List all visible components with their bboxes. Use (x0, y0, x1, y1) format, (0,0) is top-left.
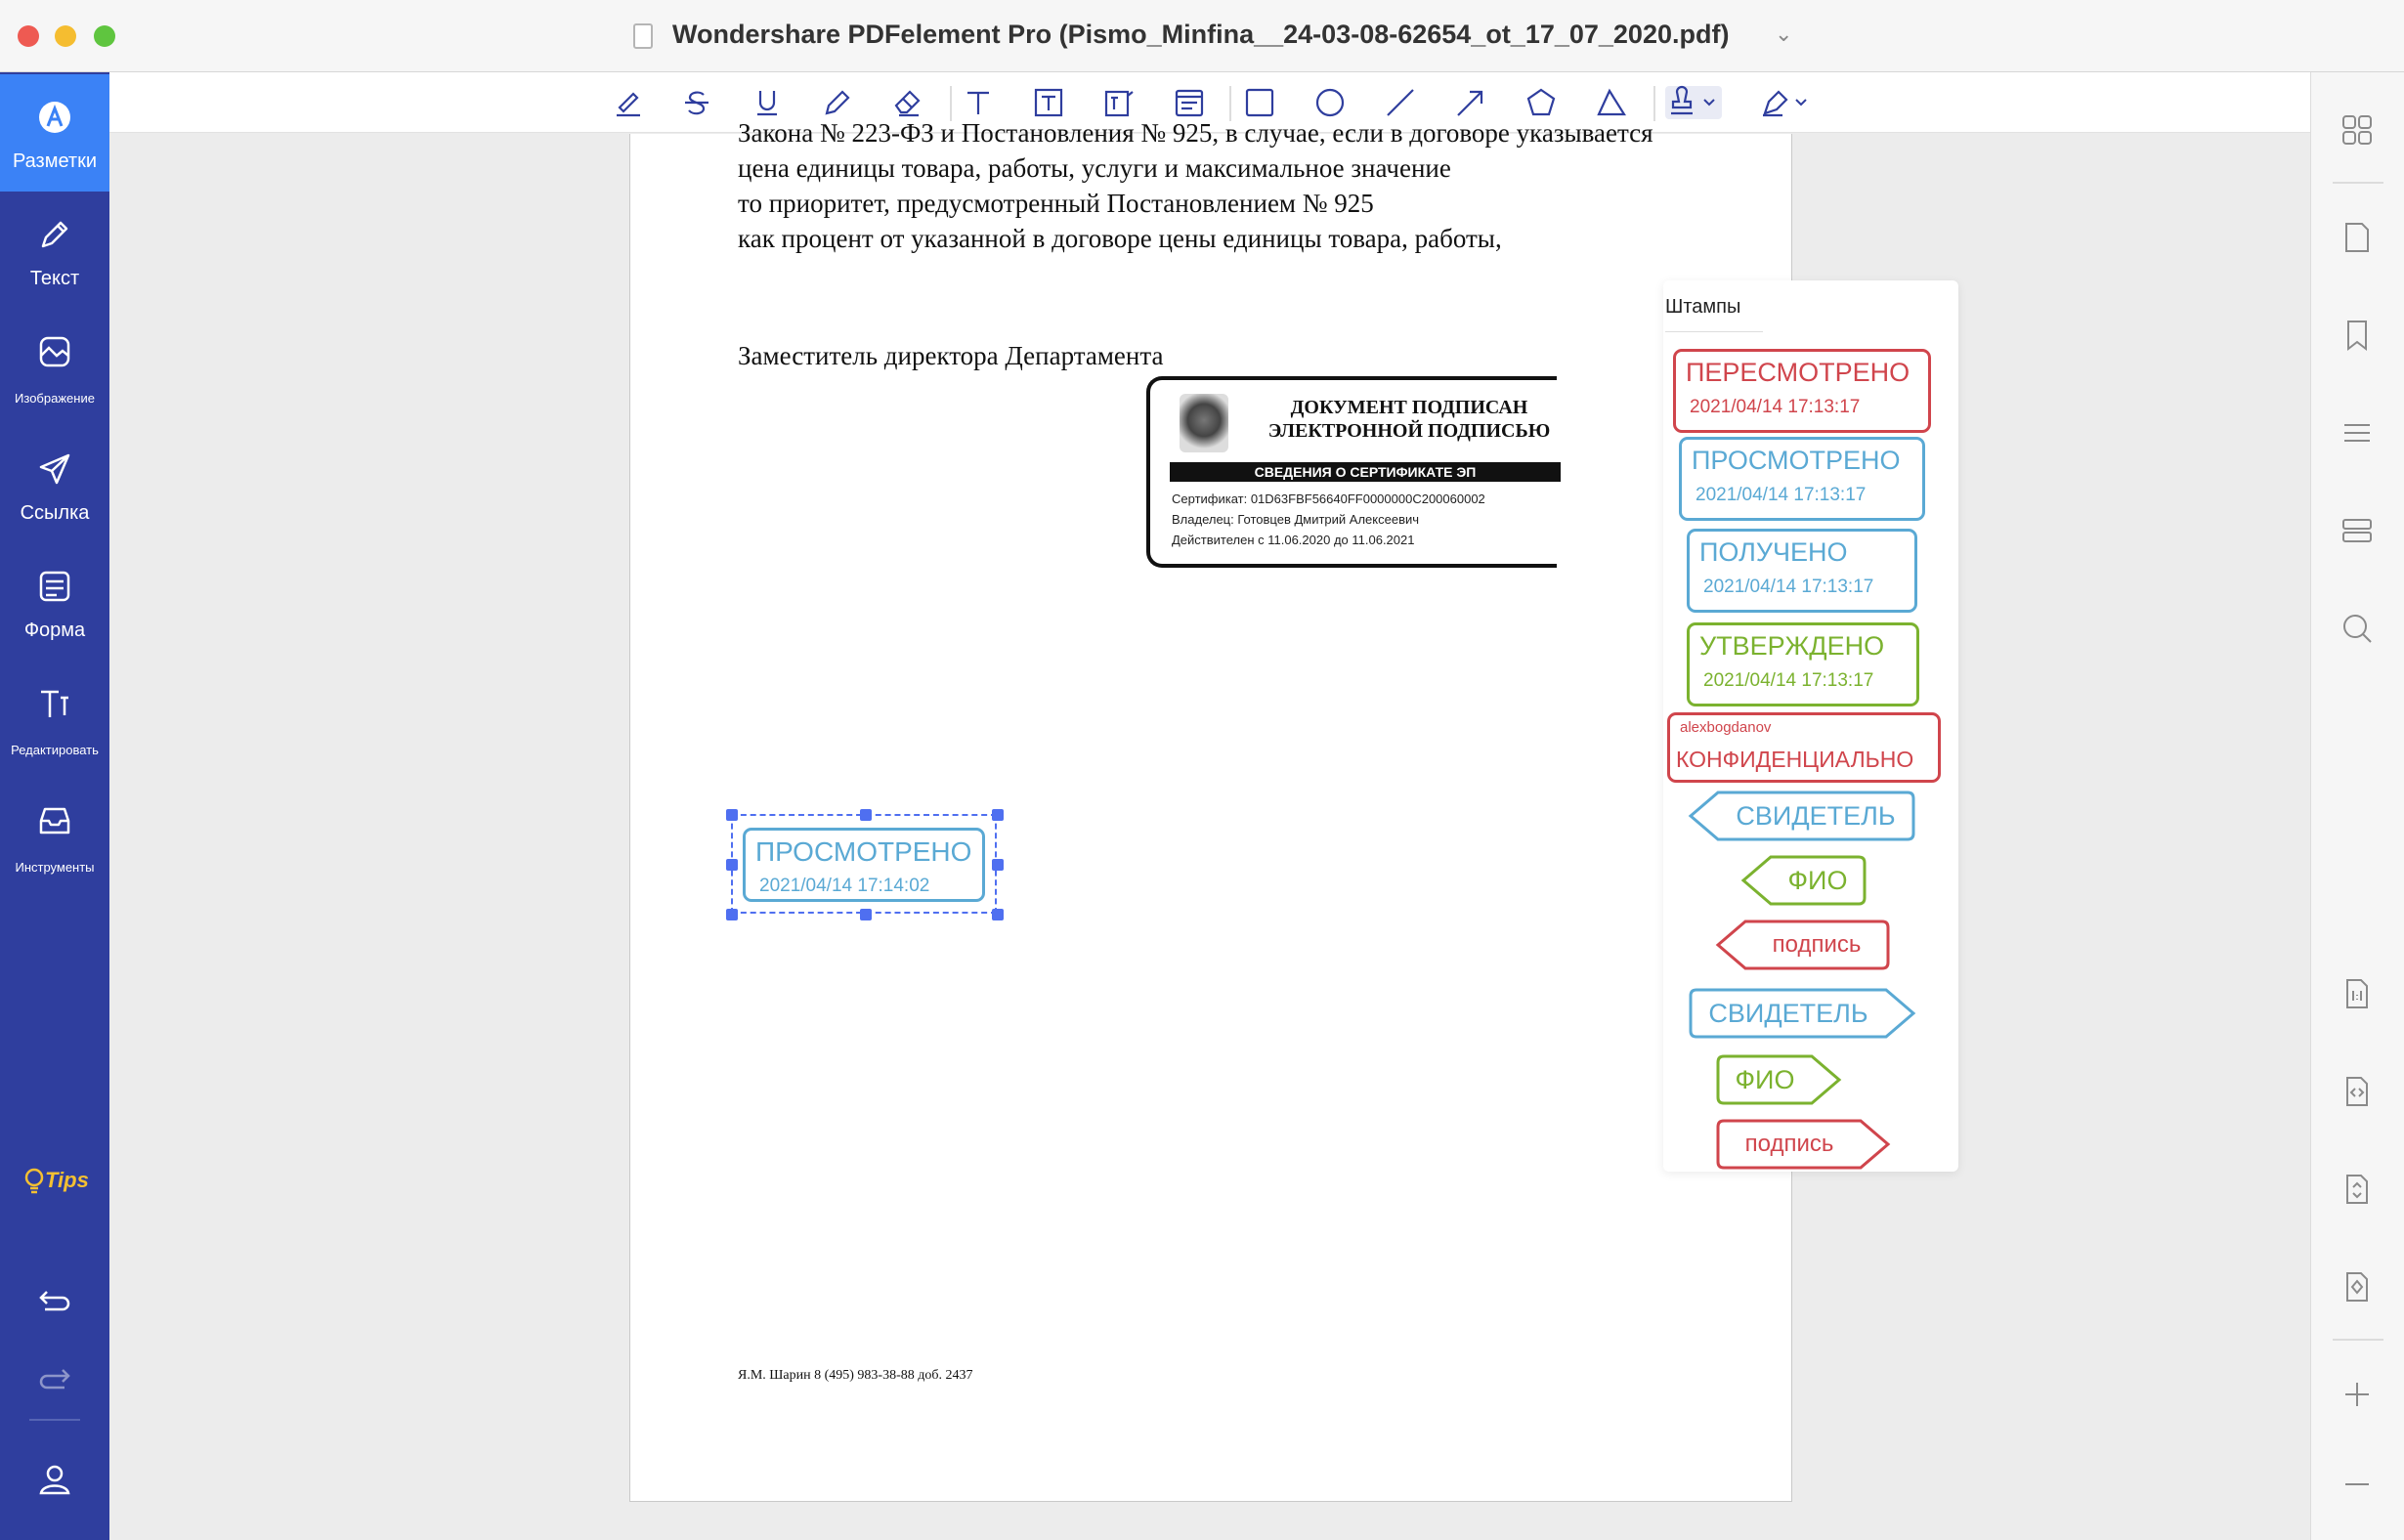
bookmark-icon (2340, 319, 2374, 352)
sidebar-item-label: Инструменты (15, 860, 95, 875)
undo-icon (35, 1280, 74, 1319)
outline-button[interactable] (2340, 416, 2374, 449)
zoom-out-button[interactable] (2340, 1468, 2374, 1501)
pdf-document-icon (633, 23, 653, 49)
actual-size-icon (2340, 977, 2374, 1010)
stamp-date: 2021/04/14 17:14:02 (759, 876, 930, 896)
right-sidebar-divider (2333, 1339, 2383, 1341)
resize-handle[interactable] (860, 809, 872, 821)
sidebar-divider (29, 1419, 80, 1421)
comments-list-icon (2340, 514, 2374, 547)
certificate-info-bar: СВЕДЕНИЯ О СЕРТИФИКАТЕ ЭП (1170, 462, 1561, 482)
stamp-witness-left[interactable] (1689, 791, 1915, 841)
stamp-title: КОНФИДЕНЦИАЛЬНО (1676, 747, 1914, 772)
actual-size-button[interactable] (2340, 977, 2374, 1010)
rectangle-icon (1243, 86, 1276, 119)
sidebar-item-form[interactable] (0, 543, 109, 661)
underline-icon (751, 86, 784, 119)
page-view-button[interactable] (2340, 221, 2374, 254)
stamp-title: СВИДЕТЕЛЬ (1736, 801, 1896, 831)
fit-height-icon (2340, 1173, 2374, 1206)
redo-icon (35, 1358, 74, 1397)
search-icon (2340, 612, 2374, 645)
highlight-icon (612, 86, 645, 119)
stamps-panel (1663, 280, 1958, 1172)
toolbar-divider (950, 86, 952, 121)
reviewed-stamp[interactable] (743, 828, 985, 902)
undo-button[interactable] (35, 1280, 74, 1319)
certificate-validity: Действителен с 11.06.2020 до 11.06.2021 (1172, 533, 1415, 547)
polygon-icon (1524, 86, 1558, 119)
eraser-tool[interactable] (891, 86, 924, 119)
sidebar-item-label: Редактировать (11, 743, 99, 757)
resize-handle[interactable] (726, 859, 738, 871)
sidebar-item-edit[interactable] (0, 661, 109, 778)
pencil-icon (821, 86, 854, 119)
plus-icon (2340, 1378, 2374, 1411)
stamp-title: ПРОСМОТРЕНО (1692, 446, 1901, 475)
stamp-user: alexbogdanov (1680, 719, 1772, 736)
form-icon (37, 569, 72, 604)
sidebar-item-text[interactable] (0, 192, 109, 309)
grid-icon (2340, 113, 2374, 147)
sidebar-item-label: Текст (29, 268, 80, 289)
strikethrough-icon (680, 86, 713, 119)
note-tool[interactable] (1173, 86, 1206, 119)
signature-title (1267, 396, 1551, 443)
certificate-number: Сертификат: 01D63FBF56640FF0000000C200060002 (1172, 492, 1485, 506)
pencil-icon (37, 217, 72, 252)
stamps-panel-title: Штампы (1665, 296, 1741, 318)
stamp-tool[interactable] (1665, 86, 1722, 119)
sidebar-item-label: Изображение (15, 391, 95, 406)
callout-tool[interactable] (1102, 86, 1136, 119)
fit-page-icon (2340, 1270, 2374, 1304)
stamp-confidential[interactable] (1667, 712, 1941, 783)
strikethrough-tool[interactable] (680, 86, 713, 119)
document-text-line: как процент от указанной в договоре цены единицы товара, работы, (738, 224, 1502, 253)
tips-button[interactable] (23, 1167, 89, 1196)
edit-text-icon (37, 686, 72, 721)
stamp-title: ПЕРЕСМОТРЕНО (1686, 358, 1910, 387)
right-sidebar-divider (2333, 182, 2383, 184)
stamp-reviewed[interactable] (1679, 437, 1925, 521)
stamp-title: подпись (1744, 1131, 1834, 1157)
fit-width-button[interactable] (2340, 1075, 2374, 1108)
signature-title-line: ДОКУМЕНТ ПОДПИСАН (1290, 397, 1528, 418)
stamp-title: УТВЕРЖДЕНО (1699, 631, 1885, 661)
coat-of-arms-emblem (1180, 394, 1228, 452)
sidebar-item-label: Форма (23, 620, 86, 641)
right-sidebar (2310, 72, 2404, 1540)
panel-title-underline (1665, 331, 1763, 332)
minimize-window-button[interactable] (55, 25, 76, 47)
stamp-signature-right[interactable] (1716, 1119, 1890, 1170)
title-bar (0, 0, 2404, 72)
image-icon (37, 334, 72, 369)
document-text-line: то приоритет, предусмотренный Постановлением № 925 (738, 189, 1374, 218)
callout-icon (1102, 86, 1136, 119)
polyline-icon (1595, 86, 1628, 119)
stamp-title: ФИО (1787, 866, 1848, 895)
electronic-signature-block (1146, 376, 1557, 568)
stamp-title: СВИДЕТЕЛЬ (1708, 999, 1868, 1028)
polygon-tool[interactable] (1524, 86, 1558, 119)
search-button[interactable] (2340, 612, 2374, 645)
close-window-button[interactable] (18, 25, 39, 47)
textbox-tool[interactable] (1032, 86, 1065, 119)
certificate-owner: Владелец: Готовцев Дмитрий Алексеевич (1172, 512, 1420, 527)
resize-handle[interactable] (726, 809, 738, 821)
tools-icon (37, 803, 72, 838)
resize-handle[interactable] (992, 909, 1004, 920)
line-icon (1384, 86, 1417, 119)
polyline-tool[interactable] (1595, 86, 1628, 119)
account-button[interactable] (35, 1460, 74, 1499)
left-sidebar (0, 72, 109, 1540)
sidebar-item-link[interactable] (0, 426, 109, 543)
sidebar-item-label: Разметки (12, 150, 98, 172)
title-chevron-down-icon[interactable]: ⌄ (1775, 21, 1793, 46)
stamp-signature-left[interactable] (1716, 920, 1890, 970)
annotations-list-button[interactable] (2340, 514, 2374, 547)
stamp-received[interactable] (1687, 529, 1917, 613)
rectangle-tool[interactable] (1243, 86, 1276, 119)
page-icon (2340, 221, 2374, 254)
pencil-tool[interactable] (821, 86, 854, 119)
document-text-line: цена единицы товара, работы, услуги и максимальное значение (738, 153, 1451, 183)
stamp-name-left[interactable] (1741, 855, 1867, 906)
stamp-name-right[interactable] (1716, 1054, 1841, 1105)
zoom-in-button[interactable] (2340, 1378, 2374, 1411)
user-icon (35, 1460, 74, 1499)
fit-height-button[interactable] (2340, 1173, 2374, 1206)
stamp-title: ПРОСМОТРЕНО (755, 836, 972, 867)
stamp-date: 2021/04/14 17:13:17 (1690, 397, 1861, 417)
stamp-revised[interactable] (1673, 349, 1931, 433)
markup-icon (37, 100, 72, 135)
ellipse-tool[interactable] (1313, 86, 1347, 119)
arrow-icon (1454, 86, 1487, 119)
resize-handle[interactable] (860, 909, 872, 920)
note-icon (1173, 86, 1206, 119)
document-footer: Я.М. Шарин 8 (495) 983-38-88 доб. 2437 (738, 1368, 973, 1383)
stamp-witness-right[interactable] (1689, 988, 1915, 1039)
arrow-tool[interactable] (1454, 86, 1487, 119)
stamp-approved[interactable] (1687, 622, 1919, 706)
text-tool[interactable] (962, 86, 995, 119)
text-icon (962, 86, 995, 119)
sidebar-item-tools[interactable] (0, 778, 109, 895)
sidebar-item-image[interactable] (0, 309, 109, 426)
toolbar-divider (1653, 86, 1655, 121)
link-send-icon (37, 451, 72, 487)
fit-page-button[interactable] (2340, 1270, 2374, 1304)
signature-title-line: ЭЛЕКТРОННОЙ ПОДПИСЬЮ (1267, 420, 1551, 442)
signature-tool[interactable] (1759, 86, 1812, 119)
minus-icon (2340, 1468, 2374, 1501)
bookmarks-button[interactable] (2340, 319, 2374, 352)
stamp-title: ПОЛУЧЕНО (1699, 537, 1848, 567)
highlight-tool[interactable] (612, 86, 645, 119)
fit-width-icon (2340, 1075, 2374, 1108)
sidebar-item-markup[interactable] (0, 74, 109, 192)
stamp-date: 2021/04/14 17:13:17 (1703, 577, 1874, 597)
resize-handle[interactable] (992, 859, 1004, 871)
stamp-date: 2021/04/14 17:13:17 (1696, 485, 1867, 505)
lightbulb-icon (23, 1167, 45, 1196)
eraser-icon (891, 86, 924, 119)
redo-button[interactable] (35, 1358, 74, 1397)
list-icon (2340, 416, 2374, 449)
window-title: Wondershare PDFelement Pro (Pismo_Minfina__24-03-08-62654_ot_17_07_2020.pdf) (672, 20, 1730, 49)
textbox-icon (1032, 86, 1065, 119)
document-canvas[interactable] (109, 118, 2310, 1540)
underline-tool[interactable] (751, 86, 784, 119)
stamp-date: 2021/04/14 17:13:17 (1703, 670, 1874, 691)
signatory-title: Заместитель директора Департамента (738, 341, 1164, 370)
toolbar-divider (1229, 86, 1231, 121)
tips-label: Tips (45, 1167, 89, 1192)
placed-stamp-selection[interactable] (731, 814, 997, 914)
resize-handle[interactable] (726, 909, 738, 920)
ellipse-icon (1313, 86, 1347, 119)
signature-pen-icon (1759, 86, 1812, 119)
resize-handle[interactable] (992, 809, 1004, 821)
stamp-title: ФИО (1735, 1065, 1795, 1094)
sidebar-item-label: Ссылка (20, 502, 90, 524)
thumbnails-button[interactable] (2340, 113, 2374, 147)
stamp-icon (1665, 86, 1722, 119)
document-text-line: Закона № 223-ФЗ и Постановления № 925, в случае, если в договоре указывается (738, 118, 1653, 148)
line-tool[interactable] (1384, 86, 1417, 119)
stamp-title: подпись (1772, 931, 1862, 958)
maximize-window-button[interactable] (94, 25, 115, 47)
